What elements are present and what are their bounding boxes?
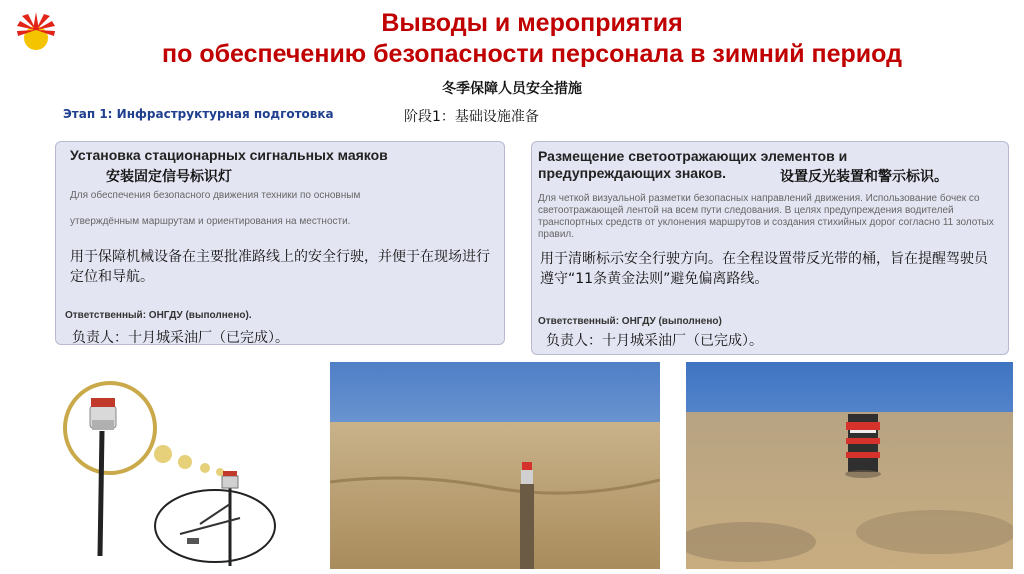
beacons-desc-ru-1: Для обеспечения безопасного движения техники по основным [70, 190, 361, 201]
reflectors-title-ru-2: предупреждающих знаков. [538, 165, 726, 181]
reflectors-responsible-cn: 负责人：十月城采油厂（已完成）。 [546, 333, 763, 349]
page-title [80, 8, 984, 70]
reflectors-desc-cn: 用于清晰标示安全行驶方向。在全程设置带反光带的桶，旨在提醒驾驶员遵守“11条黄金法则”避免偏离路线。 [540, 251, 988, 287]
stage-label-chinese: 阶段1：基础设施准备 [404, 109, 539, 125]
beacons-desc-cn: 用于保障机械设备在主要批准路线上的安全行驶，并便于在现场进行定位和导航。 [70, 249, 490, 285]
stage-label-russian: Этап 1: Инфраструктурная подготовка [63, 107, 334, 121]
subtitle-chinese: 冬季保障人员安全措施 [442, 81, 582, 97]
beacons-panel [55, 141, 505, 345]
reflectors-panel [531, 141, 1009, 355]
reflectors-title-ru-1: Размещение светоотражающих элементов и [538, 148, 848, 164]
beacons-title-cn: 安装固定信号标识灯 [106, 169, 232, 185]
title-line-1: Выводы и мероприятия [381, 9, 683, 37]
reflectors-title-cn: 设置反光装置和警示标识。 [780, 169, 948, 185]
title-line-2: по обеспечению безопасности персонала в зимний период [162, 40, 902, 68]
reflectors-desc-ru: Для четкой визуальной разметки безопасных направлений движения. Использование бочек со светоотражающей лентой на всем пути следования. В целях предупреждения водителей транспортных средств от уклонения маршрутов и создания стихийных дорог согласно 11 золотых правил. [538, 193, 994, 240]
beacons-responsible-ru: Ответственный: ОНГДУ (выполнено). [65, 310, 252, 321]
photo-reflective-barrel [686, 362, 1013, 569]
photo-beacon-field [330, 362, 660, 569]
beacons-title-ru: Установка стационарных сигнальных маяков [70, 147, 388, 163]
beacon-illustration [40, 376, 280, 568]
beacons-responsible-cn: 负责人：十月城采油厂（已完成）。 [72, 330, 289, 346]
company-logo-icon [14, 8, 58, 52]
beacons-desc-ru-2: утверждённым маршрутам и ориентирования на местности. [70, 216, 351, 227]
reflectors-responsible-ru: Ответственный: ОНГДУ (выполнено) [538, 316, 722, 327]
